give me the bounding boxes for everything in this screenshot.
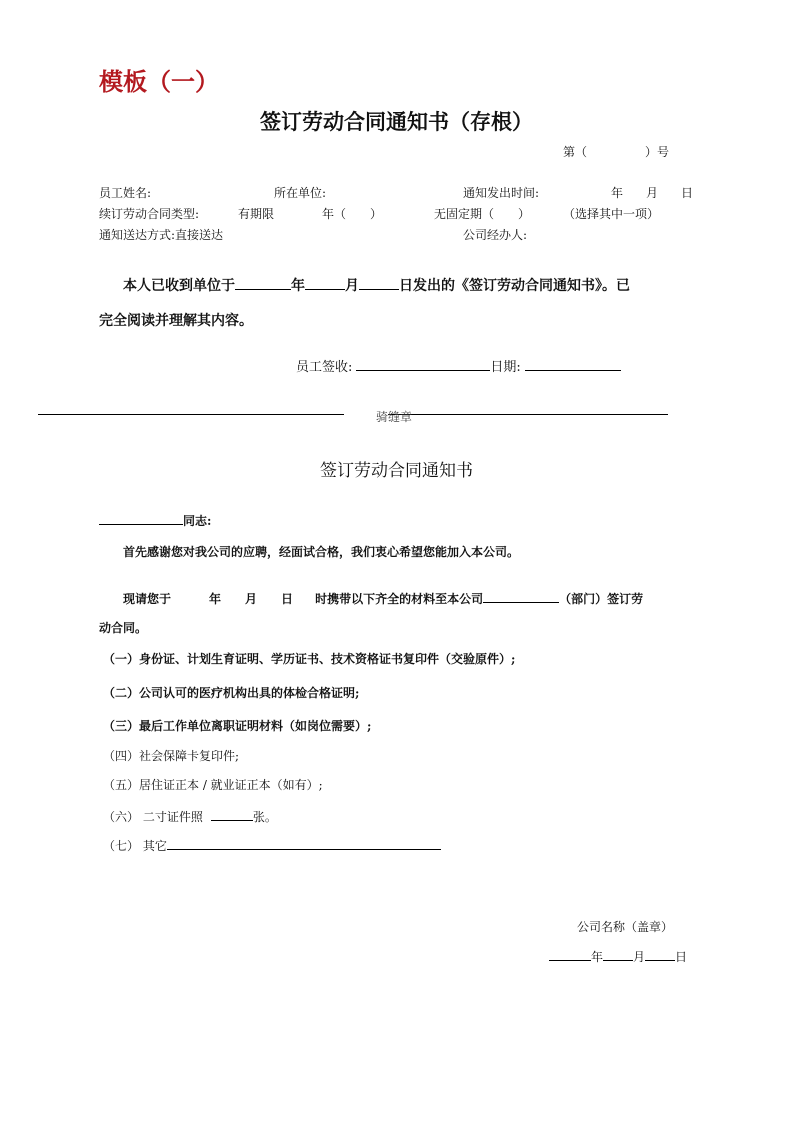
- notice-time-label: 通知发出时间:: [463, 186, 540, 200]
- photo-prefix: （六） 二寸证件照: [103, 810, 203, 824]
- delivery-value: 直接送达: [175, 228, 224, 242]
- fixed-term-option[interactable]: 有期限: [238, 207, 275, 221]
- photo-suffix: 张。: [252, 810, 277, 824]
- invite-prefix: 现请您于: [123, 592, 172, 606]
- ack-year-blank[interactable]: [235, 275, 291, 290]
- comrade-name-field[interactable]: [99, 510, 183, 525]
- stub-title: 签订劳动合同通知书（存根）: [260, 109, 533, 134]
- stub-number: [563, 143, 669, 160]
- notice-title: 签订劳动合同通知书: [320, 461, 473, 481]
- stub-year: 年: [611, 186, 624, 200]
- ack-line-1: [123, 275, 630, 295]
- choose-one-hint: （选择其中一项）: [563, 207, 660, 221]
- other-prefix: （七） 其它: [103, 839, 167, 853]
- delivery-label: 通知送达方式:: [99, 228, 176, 242]
- comrade-suffix: 同志:: [183, 514, 212, 528]
- ack-line-2: 完全阅读并理解其内容。: [99, 313, 253, 329]
- sign-month-field[interactable]: [603, 946, 633, 961]
- sign-date-field[interactable]: [525, 356, 621, 371]
- ack-year: 年: [291, 278, 305, 294]
- fixed-term-years[interactable]: 年（ ）: [322, 207, 383, 221]
- unit-label: 所在单位:: [274, 186, 327, 200]
- seam-line-right: [388, 414, 668, 415]
- company-seal-label: 公司名称（盖章）: [577, 920, 674, 934]
- invite-line-1: [123, 588, 643, 607]
- photo-count-field[interactable]: [211, 806, 253, 821]
- employee-name-label: 员工姓名:: [99, 186, 152, 200]
- material-item-6: [103, 806, 277, 825]
- dept-suffix: （部门）签订劳: [559, 592, 644, 606]
- invite-mid: 时携带以下齐全的材料至本公司: [315, 592, 484, 606]
- invite-line-2: 动合同。: [99, 621, 148, 635]
- material-item-4: （四）社会保障卡复印件;: [103, 749, 240, 763]
- ack-month-blank[interactable]: [305, 275, 345, 290]
- delivery-method: [99, 226, 223, 243]
- open-term-option[interactable]: 无固定期（ ）: [434, 207, 531, 221]
- stub-month: 月: [646, 186, 659, 200]
- number-prefix: 第（: [563, 145, 588, 159]
- handler-label: 公司经办人:: [463, 228, 528, 242]
- renew-type-label: 续订劳动合同类型:: [99, 207, 200, 221]
- employee-sign-row: [296, 356, 621, 375]
- sign-year-field[interactable]: [549, 946, 591, 961]
- material-item-3: （三）最后工作单位离职证明材料（如岗位需要）;: [103, 719, 372, 733]
- sign-day: 日: [675, 950, 688, 964]
- number-suffix: ）号: [645, 145, 670, 159]
- material-item-5: （五）居住证正本 / 就业证正本（如有）;: [103, 778, 323, 792]
- invite-month: 月: [245, 592, 258, 606]
- date-label: 日期:: [490, 360, 521, 375]
- sign-year: 年: [591, 950, 604, 964]
- ack-day-blank[interactable]: [359, 275, 399, 290]
- sign-label: 员工签收:: [296, 360, 353, 375]
- other-field[interactable]: [167, 835, 441, 850]
- company-sign-date: [549, 946, 687, 965]
- ack-month: 月: [345, 278, 359, 294]
- material-item-1: （一）身份证、计划生育证明、学历证书、技术资格证书复印件（交验原件）;: [103, 652, 516, 666]
- sign-month: 月: [633, 950, 646, 964]
- template-label: 模板（一）: [99, 67, 219, 96]
- ack-part2: 日发出的《签订劳动合同通知书》。已: [399, 278, 630, 294]
- material-item-7: [103, 835, 441, 854]
- stub-day: 日: [681, 186, 694, 200]
- department-field[interactable]: [483, 588, 559, 603]
- invite-year: 年: [209, 592, 222, 606]
- ack-part1: 本人已收到单位于: [123, 278, 235, 294]
- invite-day: 日: [281, 592, 294, 606]
- thanks-text: 首先感谢您对我公司的应聘，经面试合格，我们衷心希望您能加入本公司。: [123, 545, 520, 559]
- material-item-2: （二）公司认可的医疗机构出具的体检合格证明;: [103, 686, 360, 700]
- seam-line-left: [38, 414, 344, 415]
- employee-sign-field[interactable]: [356, 356, 490, 371]
- sign-day-field[interactable]: [645, 946, 675, 961]
- comrade-line: [99, 510, 211, 529]
- seam-stamp-label: 骑缝章: [376, 410, 413, 424]
